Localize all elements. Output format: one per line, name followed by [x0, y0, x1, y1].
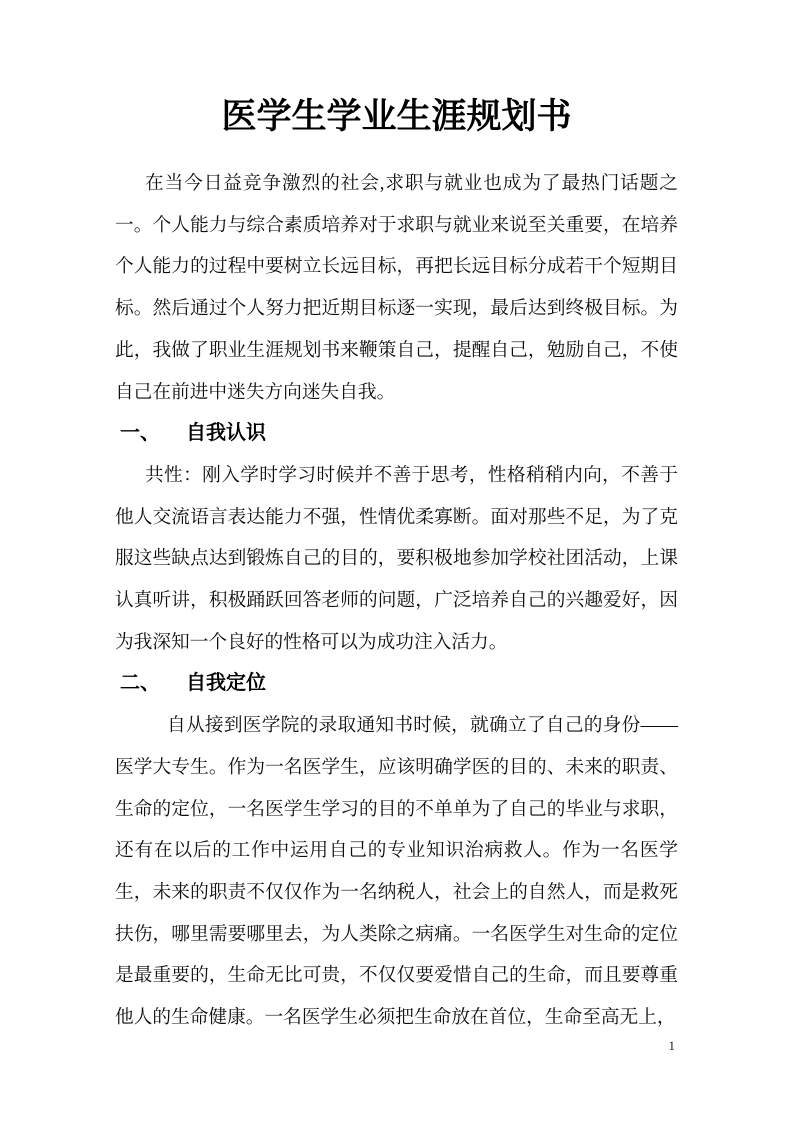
section-heading-label: 自我认识	[186, 422, 266, 445]
section-heading-self-positioning	[115, 663, 678, 705]
intro-paragraph: 在当今日益竞争激烈的社会,求职与就业也成为了最热门话题之一。个人能力与综合素质培养对于求职与就业来说至关重要，在培养个人能力的过程中要树立长远目标，再把长远目标分成若干个短期目标。然后通过个人努力把近期目标逐一实现，最后达到终极目标。为此，我做了职业生涯规划书来鞭策自己，提醒自己，勉励自己，不使自己在前进中迷失方向迷失自我。	[115, 173, 678, 403]
section-number: 一、	[120, 422, 160, 445]
document-body	[115, 163, 678, 1039]
section-number: 二、	[120, 672, 160, 695]
section-paragraph-self-positioning: 自从接到医学院的录取通知书时候，就确立了自己的身份——医学大专生。作为一名医学生，应该明确学医的目的、未来的职责、生命的定位，一名医学生学习的目的不单单为了自己的毕业与求职，还有在以后的工作中运用自己的专业知识治病救人。作为一名医学生，未来的职责不仅仅作为一名纳税人，社会上的自然人，而是救死扶伤，哪里需要哪里去，为人类除之病痛。一名医学生对生命的定位是最重要的，生命无比可贵，不仅仅要爱惜自己的生命，而且要尊重他人的生命健康。一名医学生必须把生命放在首位，生命至高无上，	[115, 715, 678, 1029]
page-title: 医学生学业生涯规划书	[221, 97, 572, 136]
page-number: 1	[668, 1038, 675, 1053]
section-heading-label: 自我定位	[186, 672, 266, 695]
section-heading-self-awareness	[115, 413, 678, 455]
section-paragraph-self-awareness: 共性：刚入学时学习时候并不善于思考，性格稍稍内向，不善于他人交流语言表达能力不强，性情优柔寡断。面对那些不足，为了克服这些缺点达到锻炼自己的目的，要积极地参加学校社团活动，上课认真听讲，积极踊跃回答老师的问题，广泛培养自己的兴趣爱好，因为我深知一个良好的性格可以为成功注入活力。	[115, 464, 678, 653]
